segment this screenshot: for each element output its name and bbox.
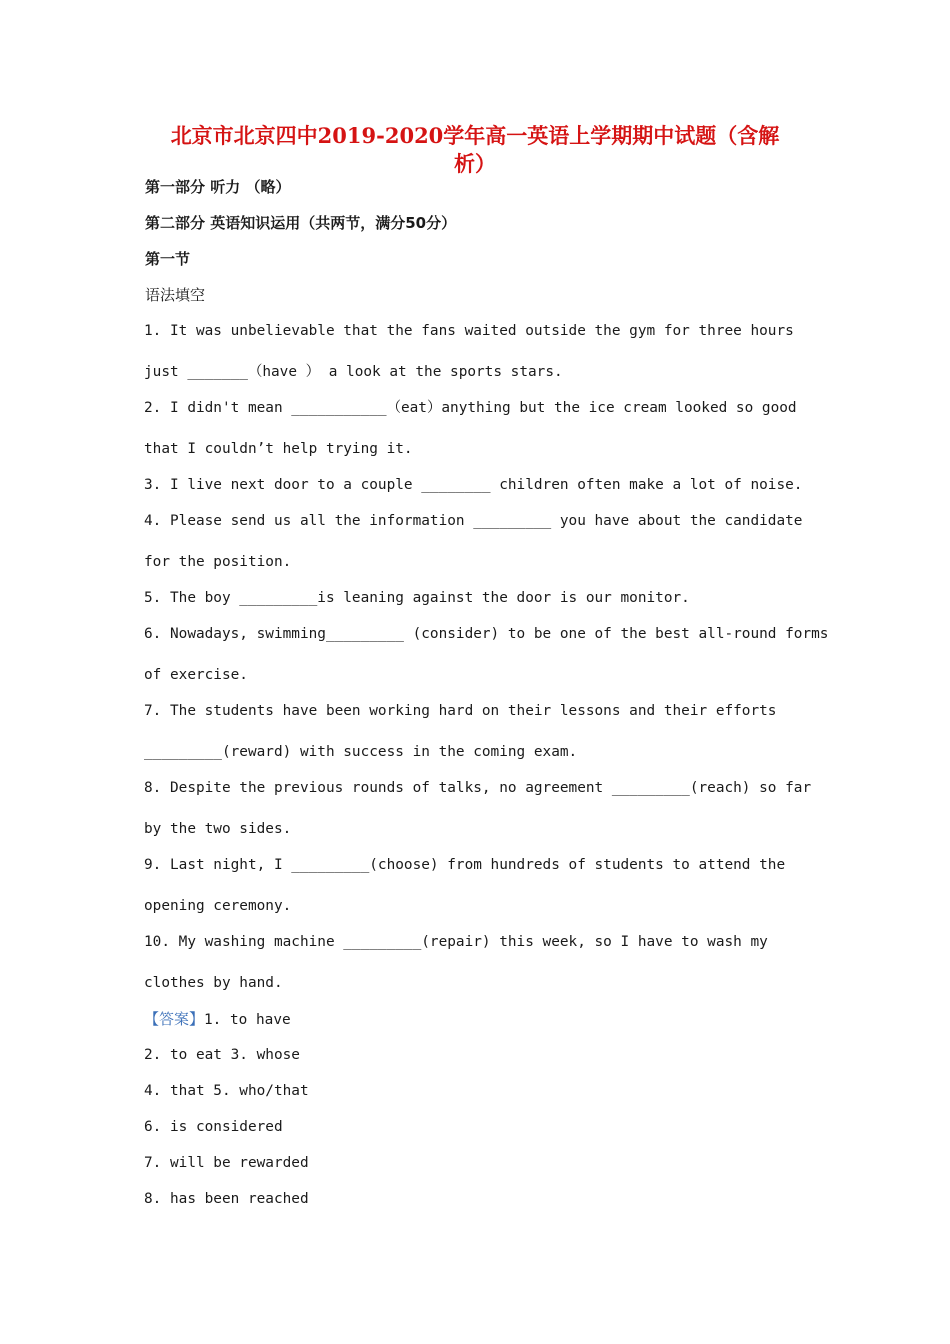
part-one-heading: 第一部分 听力 （略） [145,178,291,196]
question-4-line-2: for the position. [144,554,292,570]
answer-7: 7. will be rewarded [144,1155,309,1171]
question-2-line-1: 2. I didn't mean ___________（eat）anything but the ice cream looked so good [144,400,797,416]
part-two-heading: 第二部分 英语知识运用（共两节，满分50分） [145,214,457,232]
question-8-line-1: 8. Despite the previous rounds of talks, no agreement _________(reach) so far [144,780,812,796]
answer-line-1 [144,1009,291,1030]
question-1-line-1: 1. It was unbelievable that the fans waited outside the gym for three hours [144,323,794,339]
question-1-line-2: just _______（have ） a look at the sports stars. [144,364,563,380]
section-one-heading: 第一节 [145,250,191,268]
answer-1: 1. to have [204,1012,291,1028]
document-title-line-1: 北京市北京四中2019-2020学年高一英语上学期期中试题（含解 [170,123,780,148]
question-2-line-2: that I couldn’t help trying it. [144,441,413,457]
document-title-line-2: 析） [454,151,496,176]
question-3: 3. I live next door to a couple ________ children often make a lot of noise. [144,477,803,493]
question-9-line-1: 9. Last night, I _________(choose) from hundreds of students to attend the [144,857,786,873]
answer-8: 8. has been reached [144,1191,309,1207]
question-9-line-2: opening ceremony. [144,898,292,914]
question-5: 5. The boy _________is leaning against the door is our monitor. [144,590,690,606]
question-7-line-2: _________(reward) with success in the coming exam. [144,744,578,760]
question-4-line-1: 4. Please send us all the information _________ you have about the candidate [144,513,803,529]
question-10-line-1: 10. My washing machine _________(repair) this week, so I have to wash my [144,934,768,950]
answer-6: 6. is considered [144,1119,283,1135]
question-8-line-2: by the two sides. [144,821,292,837]
answer-2-3: 2. to eat 3. whose [144,1047,300,1063]
question-6-line-2: of exercise. [144,667,248,683]
question-10-line-2: clothes by hand. [144,975,283,991]
question-7-line-1: 7. The students have been working hard on their lessons and their efforts [144,703,777,719]
section-type-label: 语法填空 [145,286,206,304]
question-6-line-1: 6. Nowadays, swimming_________ (consider) to be one of the best all-round forms [144,626,829,642]
answer-4-5: 4. that 5. who/that [144,1083,309,1099]
answer-tag: 【答案】 [144,1010,205,1028]
